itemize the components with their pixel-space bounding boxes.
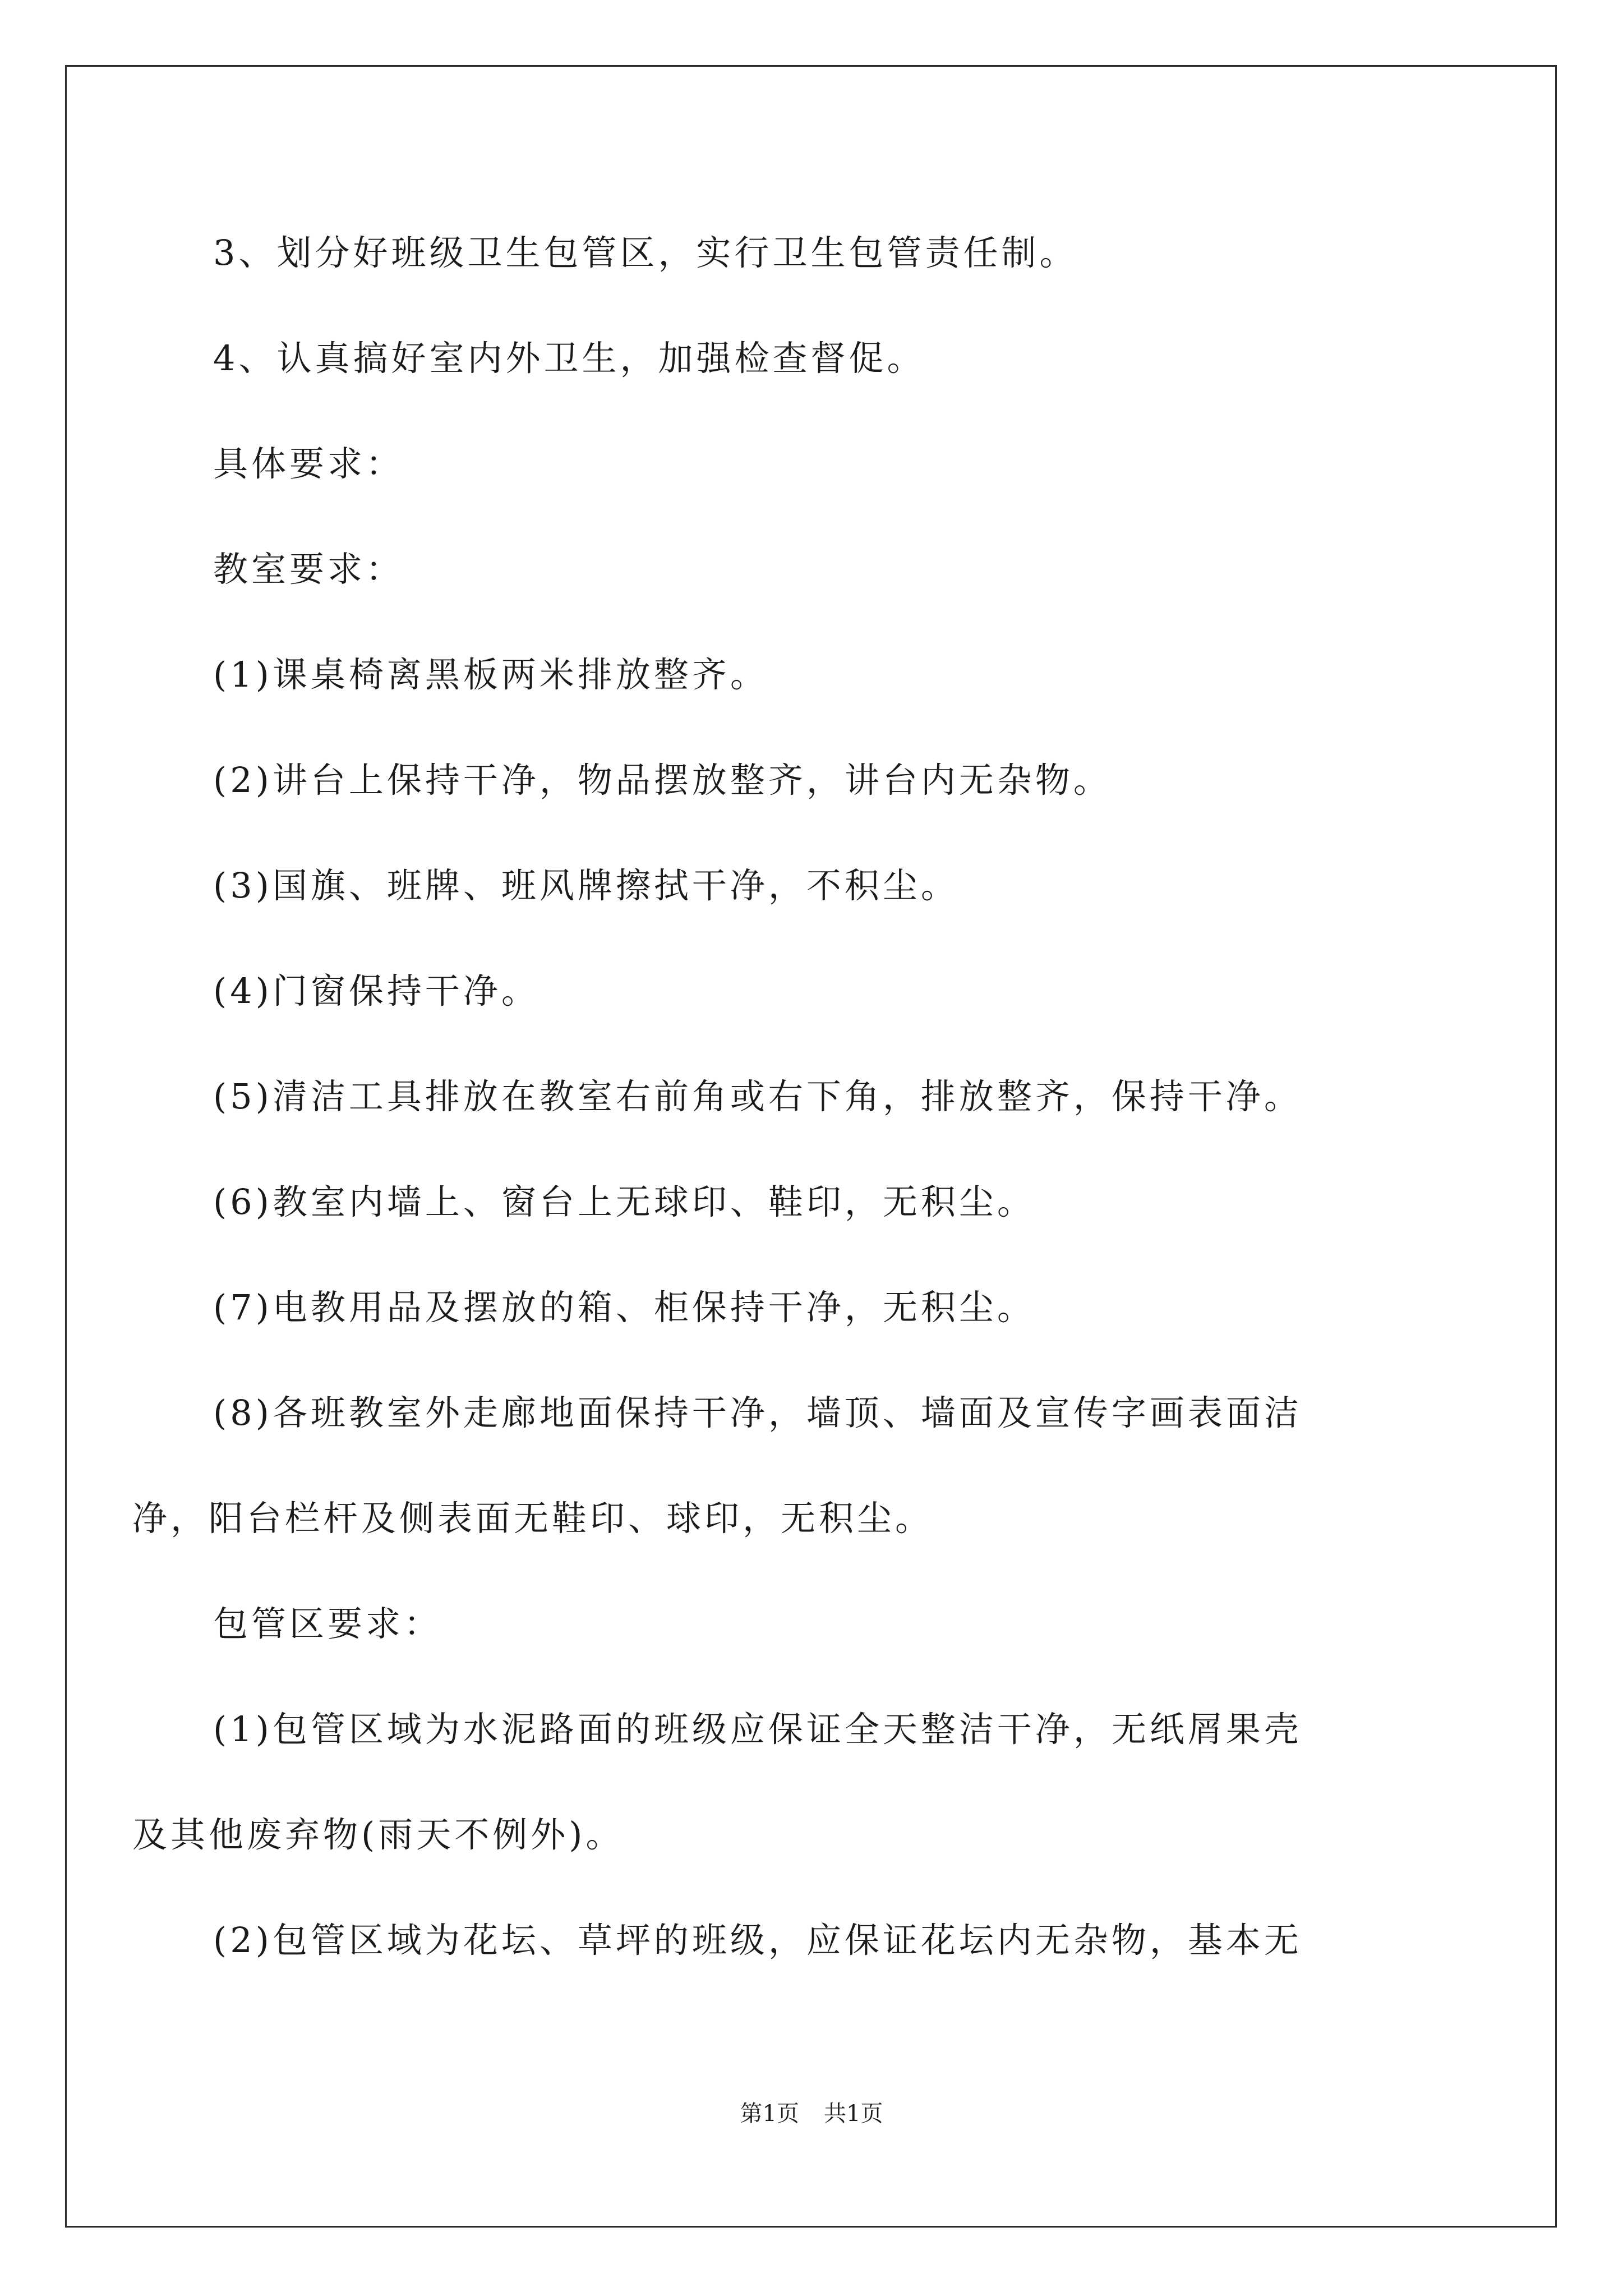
list-item: (5)清洁工具排放在教室右前角或右下角，排放整齐，保持干净。 [213, 1076, 1302, 1117]
list-item: (8)各班教室外走廊地面保持干净，墙顶、墙面及宣传字画表面洁 [213, 1392, 1302, 1433]
list-item: (6)教室内墙上、窗台上无球印、鞋印，无积尘。 [213, 1181, 1035, 1222]
list-item-continuation: 及其他废弃物(雨天不例外)。 [132, 1814, 624, 1855]
list-item: (2)讲台上保持干净，物品摆放整齐，讲台内无杂物。 [213, 760, 1112, 800]
list-item: (1)包管区域为水泥路面的班级应保证全天整洁干净，无纸屑果壳 [213, 1709, 1302, 1750]
page-footer [0, 2100, 1623, 2128]
list-item: (2)包管区域为花坛、草坪的班级，应保证花坛内无杂物，基本无 [213, 1920, 1302, 1961]
paragraph: 4、认真搞好室内外卫生，加强检查督促。 [213, 338, 925, 379]
list-item: (1)课桌椅离黑板两米排放整齐。 [213, 654, 768, 695]
section-heading: 具体要求： [213, 443, 404, 484]
list-item: (3)国旗、班牌、班风牌擦拭干净，不积尘。 [213, 865, 959, 906]
subsection-heading: 包管区要求： [213, 1603, 442, 1644]
list-item-continuation: 净，阳台栏杆及侧表面无鞋印、球印，无积尘。 [132, 1498, 934, 1539]
subsection-heading: 教室要求： [213, 549, 404, 590]
list-item: (4)门窗保持干净。 [213, 970, 540, 1011]
page-total: 共1页 [824, 2101, 883, 2127]
page-number: 第1页 [740, 2101, 799, 2127]
list-item: (7)电教用品及摆放的箱、柜保持干净，无积尘。 [213, 1287, 1035, 1328]
paragraph: 3、划分好班级卫生包管区，实行卫生包管责任制。 [213, 232, 1078, 273]
